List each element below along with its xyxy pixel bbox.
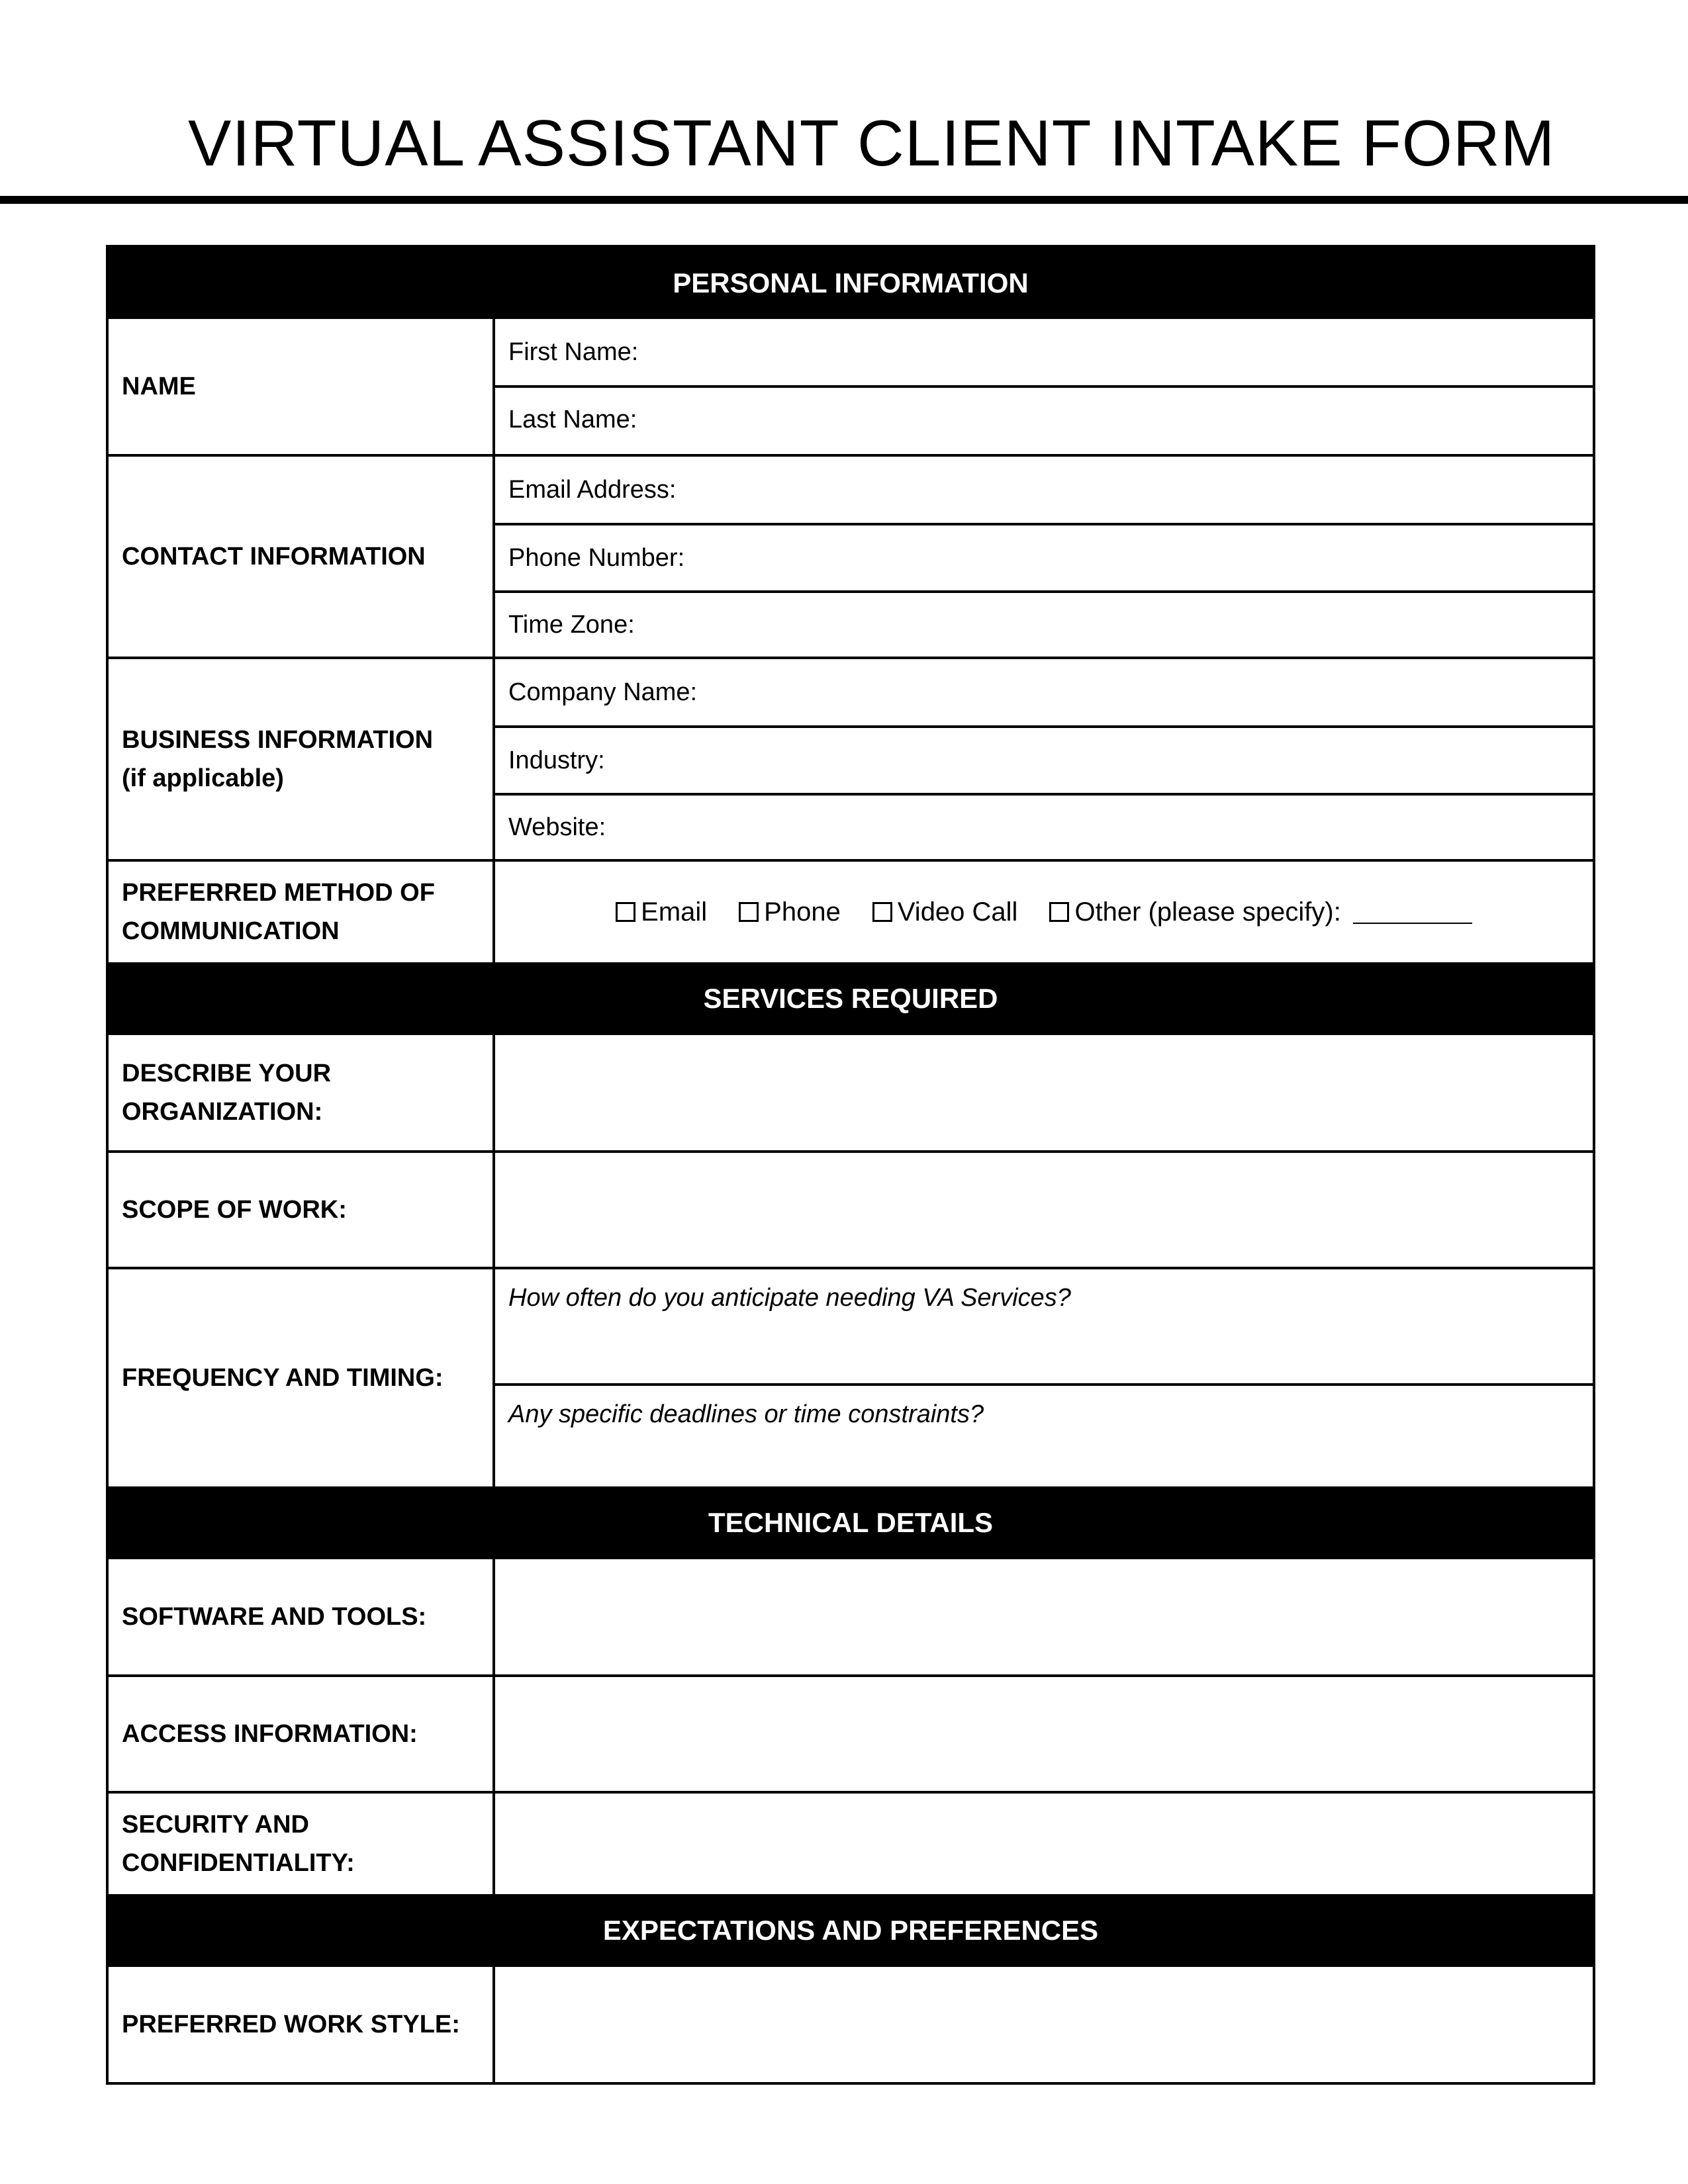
frequency-label: FREQUENCY AND TIMING:: [109, 1269, 495, 1486]
website-field[interactable]: Website:: [495, 793, 1593, 859]
work-style-label: PREFERRED WORK STYLE:: [109, 1967, 495, 2082]
row-software: [109, 1559, 1593, 1674]
row-scope: [109, 1150, 1593, 1267]
software-label: SOFTWARE AND TOOLS:: [109, 1559, 495, 1674]
row-name: [109, 319, 1593, 454]
communication-label-line2: COMMUNICATION: [122, 917, 340, 945]
business-label-line1: BUSINESS INFORMATION: [122, 726, 434, 754]
communication-options: [495, 862, 1593, 962]
work-style-field[interactable]: [495, 1967, 1593, 2082]
row-contact: [109, 454, 1593, 657]
section-header-expectations: EXPECTATIONS AND PREFERENCES: [109, 1894, 1593, 1967]
email-field[interactable]: Email Address:: [508, 475, 677, 504]
scope-label: SCOPE OF WORK:: [109, 1153, 495, 1267]
option-phone-label: Phone: [764, 897, 841, 927]
business-label-line2: (if applicable): [122, 764, 284, 792]
option-video-call[interactable]: [872, 897, 1018, 927]
row-work-style: [109, 1967, 1593, 2082]
section-header-services: SERVICES REQUIRED: [109, 962, 1593, 1035]
section-header-personal: PERSONAL INFORMATION: [109, 248, 1593, 319]
option-email-label: Email: [641, 897, 708, 927]
company-name-field[interactable]: Company Name:: [508, 678, 698, 706]
last-name-field[interactable]: Last Name:: [495, 385, 1593, 451]
option-video-call-label: Video Call: [897, 897, 1018, 927]
security-label-line2: CONFIDENTIALITY:: [122, 1849, 355, 1877]
option-phone[interactable]: [739, 897, 841, 927]
access-label: ACCESS INFORMATION:: [109, 1677, 495, 1791]
checkbox-phone[interactable]: [739, 902, 759, 922]
checkbox-video-call[interactable]: [872, 902, 892, 922]
first-name-field[interactable]: First Name:: [508, 338, 639, 366]
communication-label-line1: PREFERRED METHOD OF: [122, 879, 435, 907]
security-label: [109, 1794, 495, 1894]
contact-label: CONTACT INFORMATION: [109, 457, 495, 657]
option-other-label: Other (please specify):: [1074, 897, 1341, 927]
organization-label: [109, 1035, 495, 1150]
intake-form: [106, 245, 1595, 2085]
software-field[interactable]: [495, 1559, 1593, 1674]
row-frequency: [109, 1267, 1593, 1486]
title-divider: [0, 196, 1688, 204]
security-label-line1: SECURITY AND: [122, 1811, 309, 1839]
industry-field[interactable]: Industry:: [495, 725, 1593, 793]
time-zone-field[interactable]: Time Zone:: [495, 590, 1593, 657]
communication-label: [109, 862, 495, 962]
organization-field[interactable]: [495, 1035, 1593, 1150]
row-business: [109, 657, 1593, 859]
scope-field[interactable]: [495, 1153, 1593, 1267]
checkbox-email[interactable]: [616, 902, 635, 922]
option-other[interactable]: [1049, 897, 1472, 927]
row-access: [109, 1674, 1593, 1791]
section-header-technical: TECHNICAL DETAILS: [109, 1486, 1593, 1559]
security-field[interactable]: [495, 1794, 1593, 1894]
checkbox-other[interactable]: [1049, 902, 1069, 922]
organization-label-line1: DESCRIBE YOUR: [122, 1060, 332, 1087]
row-security: [109, 1791, 1593, 1894]
option-email[interactable]: [616, 897, 707, 927]
deadlines-question-field[interactable]: Any specific deadlines or time constraints?: [495, 1383, 1593, 1486]
row-organization: [109, 1035, 1593, 1150]
page-title: VIRTUAL ASSISTANT CLIENT INTAKE FORM: [188, 107, 1556, 179]
name-label: NAME: [109, 319, 495, 454]
access-field[interactable]: [495, 1677, 1593, 1791]
organization-label-line2: ORGANIZATION:: [122, 1098, 323, 1126]
other-specify-line[interactable]: [1353, 900, 1472, 924]
business-label: [109, 659, 495, 859]
frequency-question-field[interactable]: How often do you anticipate needing VA Services?: [508, 1284, 1071, 1312]
row-communication: [109, 859, 1593, 962]
phone-field[interactable]: Phone Number:: [495, 523, 1593, 590]
